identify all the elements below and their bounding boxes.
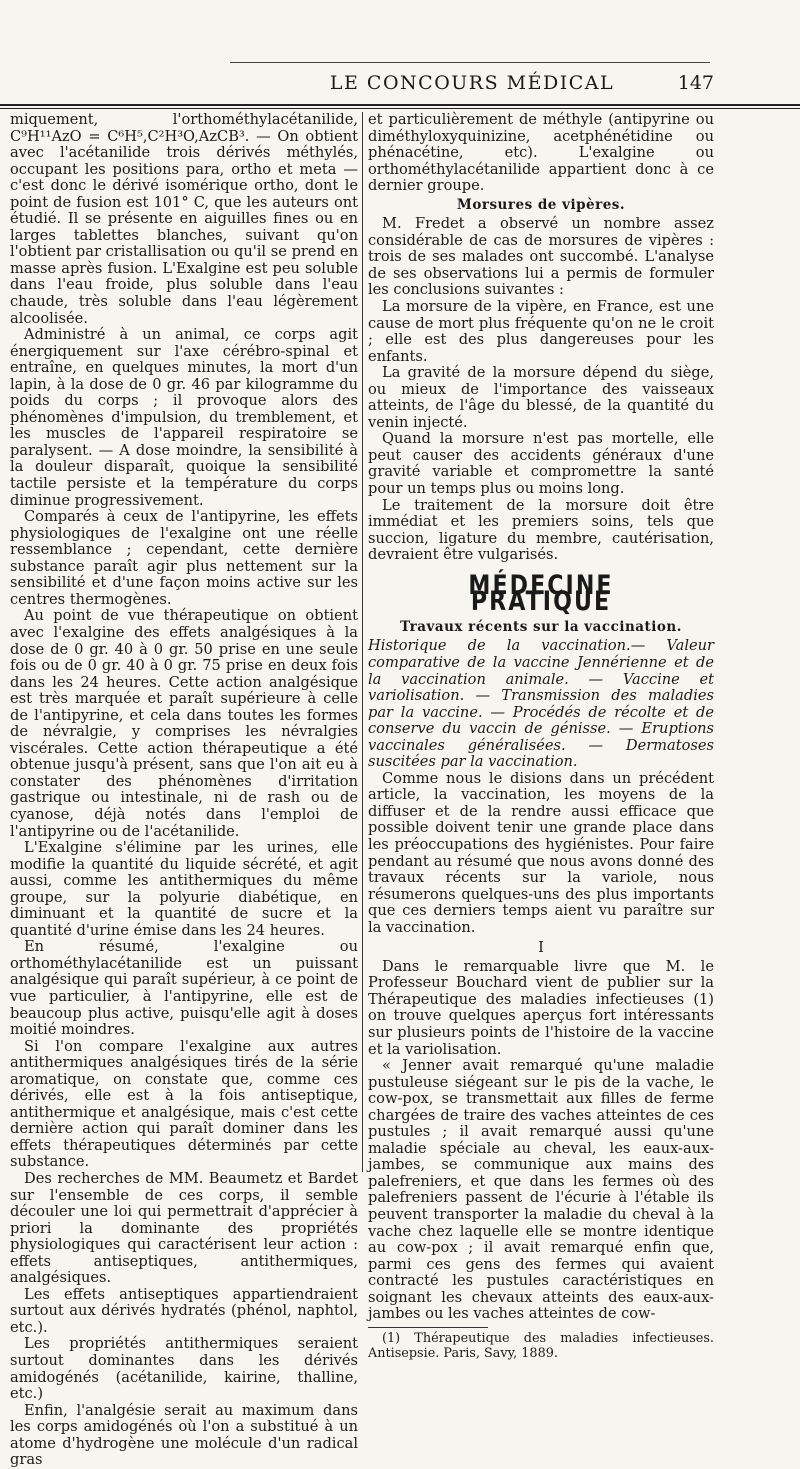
part-number: I xyxy=(538,939,544,957)
paragraph: Les effets antiseptiques appartiendraient surtout aux dérivés hydratés (phénol, naphtol, etc.). xyxy=(10,1285,358,1336)
running-header xyxy=(230,70,714,98)
paragraph: Comme nous le disions dans un précédent article, la vaccination, les moyens de la diffuser et de la rendre aussi efficace que possible doivent tenir une grande place dans les préoccupations des hygiénistes. Pour faire pendant au résumé que nous avons donné des travaux récents sur la variole, nous résumerons quelques-uns des plus importants que ces derniers temps aient vu paraître sur la vaccination. xyxy=(368,769,714,936)
section-title: MÉDECINE PRATIQUE xyxy=(468,569,614,618)
paragraph: Quand la morsure n'est pas mortelle, elle peut causer des accidents généraux d'une gravité variable et compromettre la santé pour un temps plus ou moins long. xyxy=(368,430,714,498)
paragraph: Administré à un animal, ce corps agit énergiquement sur l'axe cérébro-spinal et entraîne, en quelques minutes, la mort d'un lapin, à la dose de 0 gr. 46 par kilogramme du poids du corps ; il provoque alors des phénomènes d'impulsion, du tremblement, et les muscles de l'appareil respiratoire se paralysent. — A dose moindre, la sensibilité à la douleur disparaît, quoique la sensibilité tactile persiste et la température du corps diminue progressivement. xyxy=(10,326,358,509)
paragraph: En résumé, l'exalgine ou orthométhylacétanilide est un puissant analgésique qui paraît supérieur, à ce point de vue particulier, à l'antipyrine, elle est de beaucoup plus active, puisqu'elle agit à doses moitié moindres. xyxy=(10,938,358,1039)
paragraph: Le traitement de la morsure doit être immédiat et les premiers soins, tels que succion, ligature du membre, cautérisation, devraient être vulgarisés. xyxy=(368,496,714,564)
header-rule-thin xyxy=(0,108,800,109)
paragraph: Enfin, l'analgésie serait au maximum dans les corps amidogénés où l'on a substitué à un atome d'hydrogène une molécule d'un radical gras xyxy=(10,1401,358,1469)
paragraph: La morsure de la vipère, en France, est une cause de mort plus fréquente qu'on ne le croit ; elle est des plus dangereuses pour les enfants. xyxy=(368,298,714,365)
column-divider xyxy=(362,112,363,1172)
article-summary: Historique de la vaccination.— Valeur comparative de la vaccine Jennérienne et de la vaccination animale. — Vaccine et variolisation. — Transmission des maladies par la vaccine. — Procédés de récolte et de conserve du vaccin de génisse. — Eruptions vaccinales généralisées. — Dermatoses suscitées par la vaccination. xyxy=(368,637,714,771)
paragraph: et particulièrement de méthyle (antipyrine ou diméthyloxyquinizine, acetphénétidine ou phénacétine, etc). L'exalgine ou orthométhylacétanilide appartient donc à ce dernier groupe. xyxy=(368,111,714,195)
top-rule xyxy=(230,62,710,63)
paragraph: Si l'on compare l'exalgine aux autres antithermiques analgésiques tirés de la série aromatique, on constate que, comme ces dérivés, elle est à la fois antiseptique, antithermique et analgésique, mais c'est cette dernière action qui paraît dominer dans les effets thérapeutiques déterminés par cette substance. xyxy=(10,1037,358,1171)
right-column xyxy=(368,112,714,1361)
vipers-heading: Morsures de vipères. xyxy=(456,196,626,213)
footnote-rule xyxy=(368,1327,488,1328)
paragraph: Au point de vue thérapeutique on obtient avec l'exalgine des effets analgésiques à la dose de 0 gr. 40 à 0 gr. 50 prise en une seule fois ou de 0 gr. 40 à 0 gr. 75 prise en deux fois dans les 24 heures. Cette action analgésique est très marquée et paraît supérieure à celle de l'antipyrine, et cela dans toutes les formes de névralgie, y comprises les névralgies viscérales. Cette action thérapeutique a été obtenue jusqu'à présent, sans que l'on ait eu à constater des phénomènes d'irritation gastrique ou intestinale, ni de rash ou de cyanose, déjà notés dans l'emploi de l'antipyrine ou de l'acétanilide. xyxy=(10,607,358,840)
paragraph: Des recherches de MM. Beaumetz et Bardet sur l'ensemble de ces corps, il semble découler une loi qui permettrait d'apprécier à priori la dominante des propriétés physiologiques qui caractérisent leur action : effets antiseptiques, antithermiques, analgésiques. xyxy=(10,1170,358,1287)
paragraph: miquement, l'orthométhylacétanilide, C⁹H¹¹AzO = C⁶H⁵,C²H³O,AzCB³. — On obtient avec l'acétanilide trois dérivés méthylés, occupant les positions para, ortho et meta — c'est donc le dérivé isomérique ortho, dont le point de fusion est 101° C, que les auteurs ont étudié. Il se présente en aiguilles fines ou en larges tablettes blanches, suivant qu'on l'obtient par cristallisation ou qu'il se prend en masse après fusion. L'Exalgine est peu soluble dans l'eau froide, plus soluble dans l'eau chaude, très soluble dans l'eau légèrement alcoolisée. xyxy=(10,111,358,327)
page-number: 147 xyxy=(677,72,714,94)
paragraph: Dans le remarquable livre que M. le Professeur Bouchard vient de publier sur la Thérapeutique des maladies infectieuses (1) on trouve quelques aperçus fort intéressants sur plusieurs points de l'histoire de la vaccine et la variolisation. xyxy=(368,957,714,1058)
footnote: (1) Thérapeutique des maladies infectieuses. Antisepsie. Paris, Savy, 1889. xyxy=(368,1330,714,1361)
paragraph: M. Fredet a observé un nombre assez considérable de cas de morsures de vipères : trois de ses malades ont succombé. L'analyse de ses observations lui a permis de formuler les conclusions suivantes : xyxy=(368,215,714,299)
paragraph: « Jenner avait remarqué qu'une maladie pustuleuse siégeant sur le pis de la vache, le cow-pox, se transmettait aux filles de ferme chargées de traire des vaches atteintes de ces pustules ; il avait remarqué aussi qu'une maladie spéciale au cheval, les eaux-aux-jambes, se communique aux mains des palefreniers, et que dans les fermes où des palefreniers passent de l'écurie à l'étable ils peuvent transporter la maladie du cheval à la vache chez laquelle elle se montre identique au cow-pox ; il avait remarqué enfin que, parmi ces gens des fermes qui avaient contracté les pustules caractéristiques en soignant les chevaux atteints des eaux-aux-jambes ou les vaches atteintes de cow- xyxy=(368,1057,714,1323)
paragraph: La gravité de la morsure dépend du siège, ou mieux de l'importance des vaisseaux atteints, de l'âge du blessé, de la quantité du venin injecté. xyxy=(368,364,714,431)
paragraph: Comparés à ceux de l'antipyrine, les effets physiologiques de l'exalgine ont une réelle ressemblance ; cependant, cette dernière substance paraît agir plus nettement sur la sensibilité et d'une façon moins active sur les centres thermogènes. xyxy=(10,508,358,608)
paragraph: L'Exalgine s'élimine par les urines, elle modifie la quantité du liquide sécrété, et agit aussi, comme les antithermiques du même groupe, sur la polyurie diabétique, en diminuant et la quantité de sucre et la quantité d'urine émise dans les 24 heures. xyxy=(10,839,358,939)
header-rule xyxy=(0,104,800,106)
left-column xyxy=(10,112,358,1469)
paragraph: Les propriétés antithermiques seraient surtout dominantes dans les dérivés amidogénés (acétanilide, kairine, thalline, etc.) xyxy=(10,1335,358,1403)
journal-title: LE CONCOURS MÉDICAL xyxy=(329,72,615,94)
vaccine-heading: Travaux récents sur la vaccination. xyxy=(400,618,682,635)
